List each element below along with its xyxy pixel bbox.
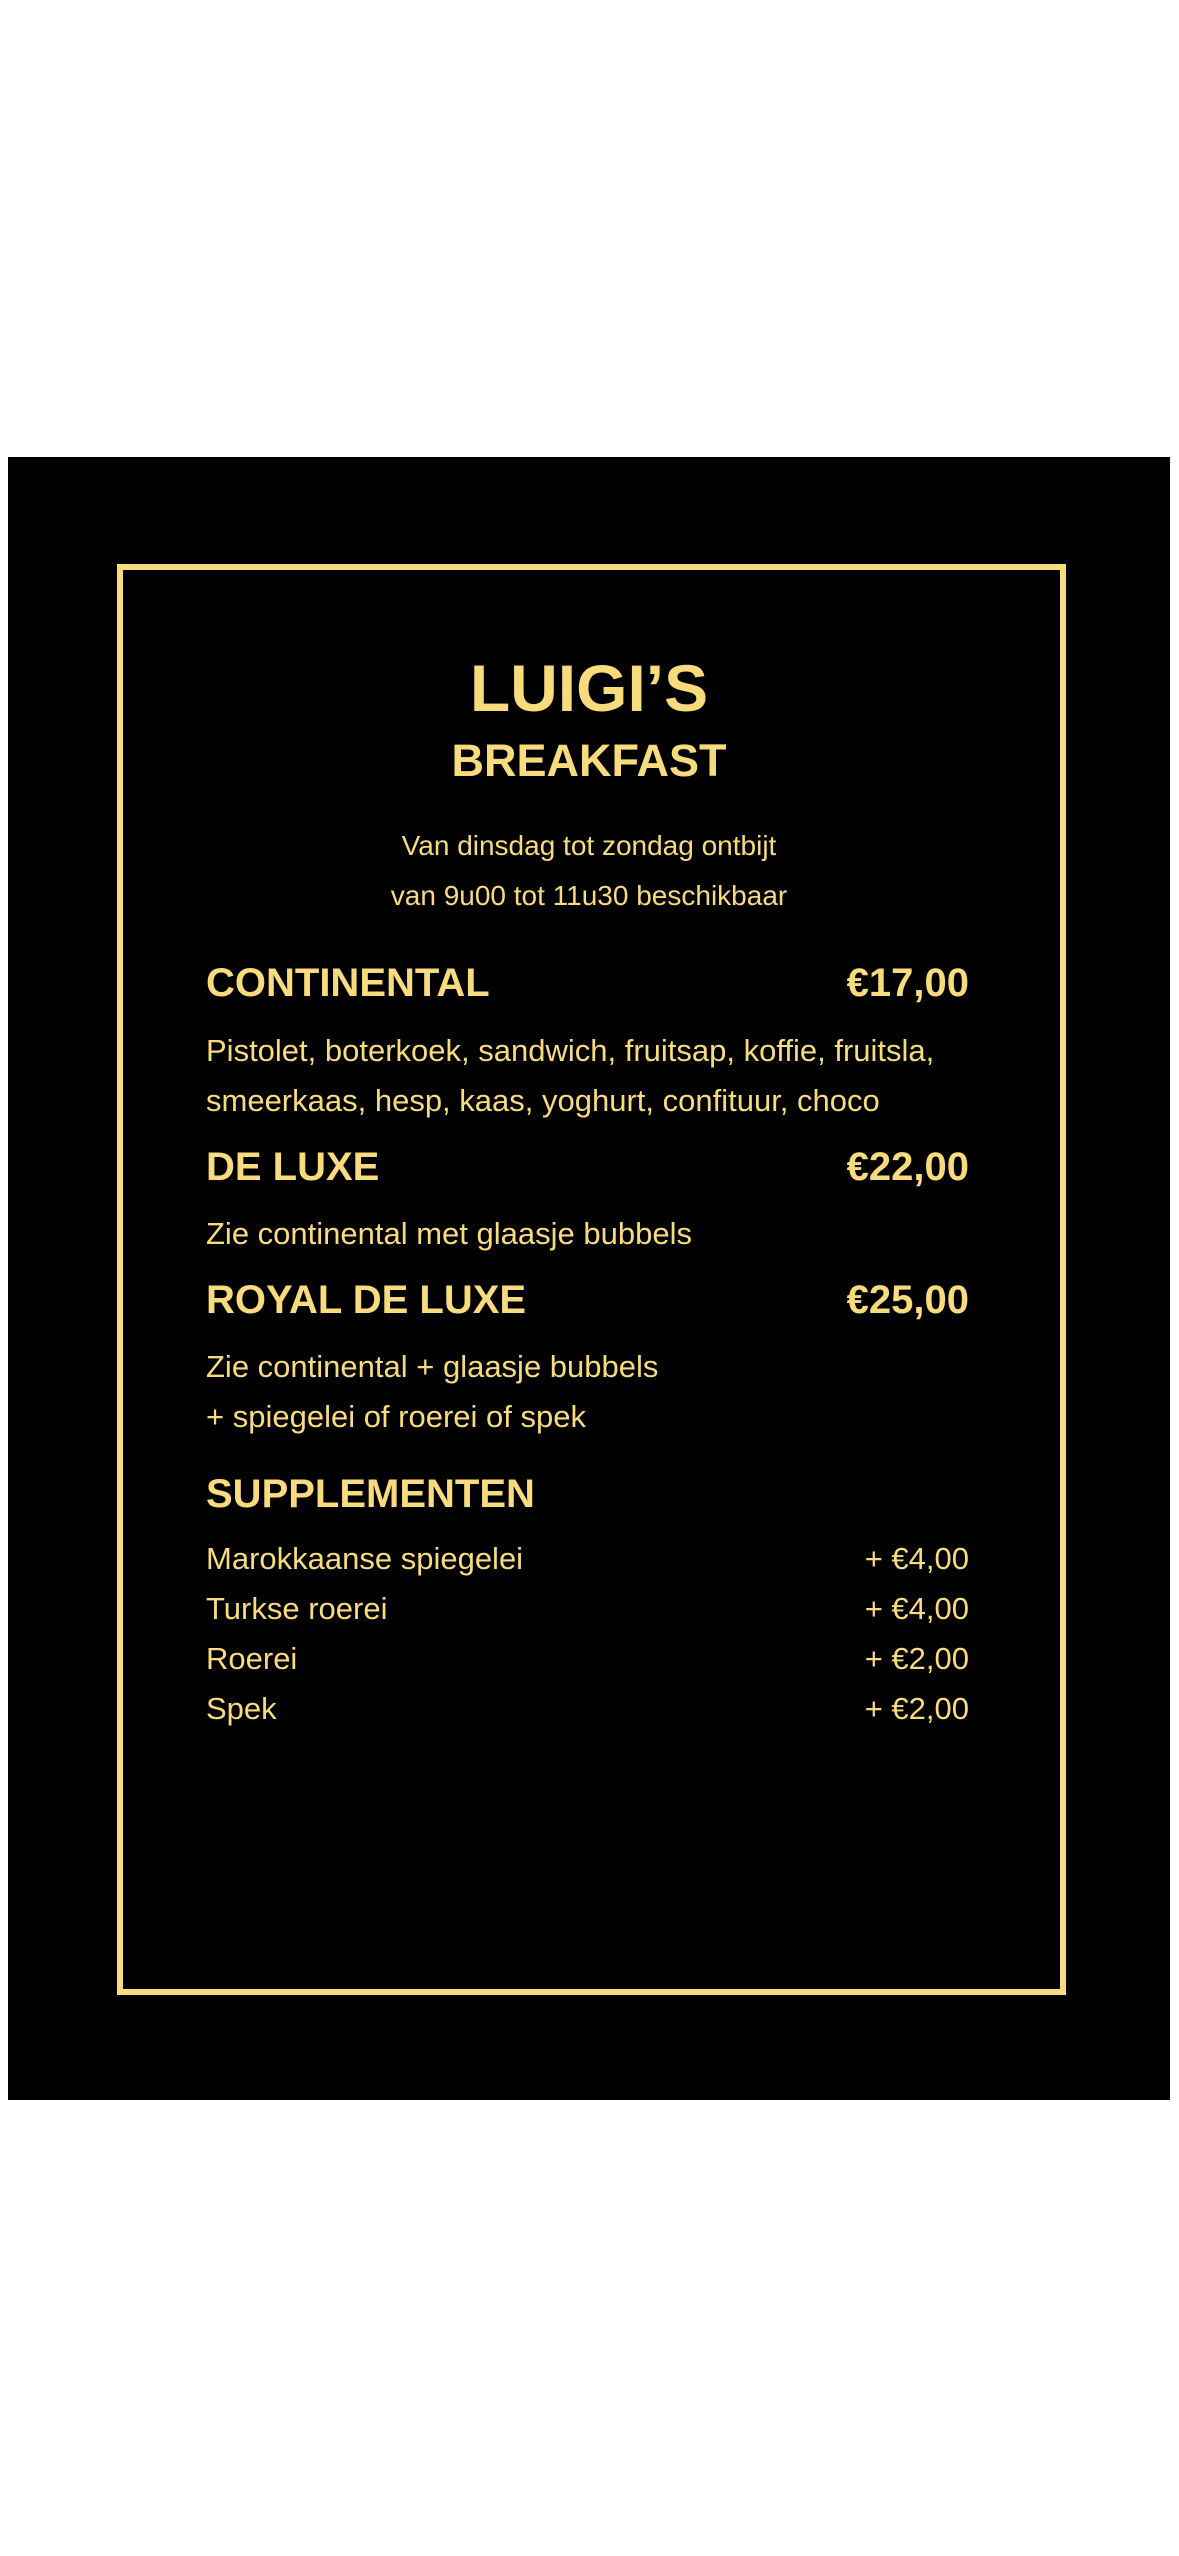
supplement-row: [206, 1634, 969, 1684]
menu-subtitle: BREAKFAST: [451, 735, 727, 786]
supplement-price: + €2,00: [864, 1691, 969, 1726]
supplement-row: [206, 1534, 969, 1584]
supplement-name: Turkse roerei: [206, 1591, 388, 1626]
supplement-price: + €2,00: [864, 1641, 969, 1676]
menu-item-description: [206, 1026, 969, 1126]
menu-item-de-luxe: [206, 1147, 969, 1187]
menu-item-continental: [206, 963, 969, 1003]
description-line: Zie continental + glaasje bubbels: [206, 1349, 659, 1384]
description-line: smeerkaas, hesp, kaas, yoghurt, confituur, choco: [206, 1083, 880, 1118]
menu-item-royal-de-luxe: [206, 1280, 969, 1320]
menu-item-price: €25,00: [846, 1278, 969, 1322]
supplement-row: [206, 1584, 969, 1634]
supplement-price: + €4,00: [864, 1541, 969, 1576]
menu-item-description: [206, 1209, 969, 1259]
supplement-price: + €4,00: [864, 1591, 969, 1626]
menu-item-name: CONTINENTAL: [206, 961, 490, 1005]
description-line: Pistolet, boterkoek, sandwich, fruitsap, koffie, fruitsla,: [206, 1033, 935, 1068]
description-line: Zie continental met glaasje bubbels: [206, 1216, 692, 1251]
description-line: + spiegelei of roerei of spek: [206, 1399, 586, 1434]
menu-item-description: [206, 1342, 969, 1442]
menu-title: LUIGI’S: [469, 651, 709, 725]
supplements-title: SUPPLEMENTEN: [206, 1472, 535, 1516]
menu-intro: [8, 821, 1170, 921]
intro-line: van 9u00 tot 11u30 beschikbaar: [390, 880, 788, 911]
supplement-row: [206, 1684, 969, 1734]
menu-item-name: DE LUXE: [206, 1145, 380, 1189]
menu-item-name: ROYAL DE LUXE: [206, 1278, 527, 1322]
menu-item-price: €22,00: [846, 1145, 969, 1189]
intro-line: Van dinsdag tot zondag ontbijt: [401, 830, 777, 861]
menu-panel: [8, 457, 1170, 2100]
supplement-name: Marokkaanse spiegelei: [206, 1541, 524, 1576]
menu-item-price: €17,00: [846, 961, 969, 1005]
supplement-name: Spek: [206, 1691, 277, 1726]
supplement-name: Roerei: [206, 1641, 298, 1676]
